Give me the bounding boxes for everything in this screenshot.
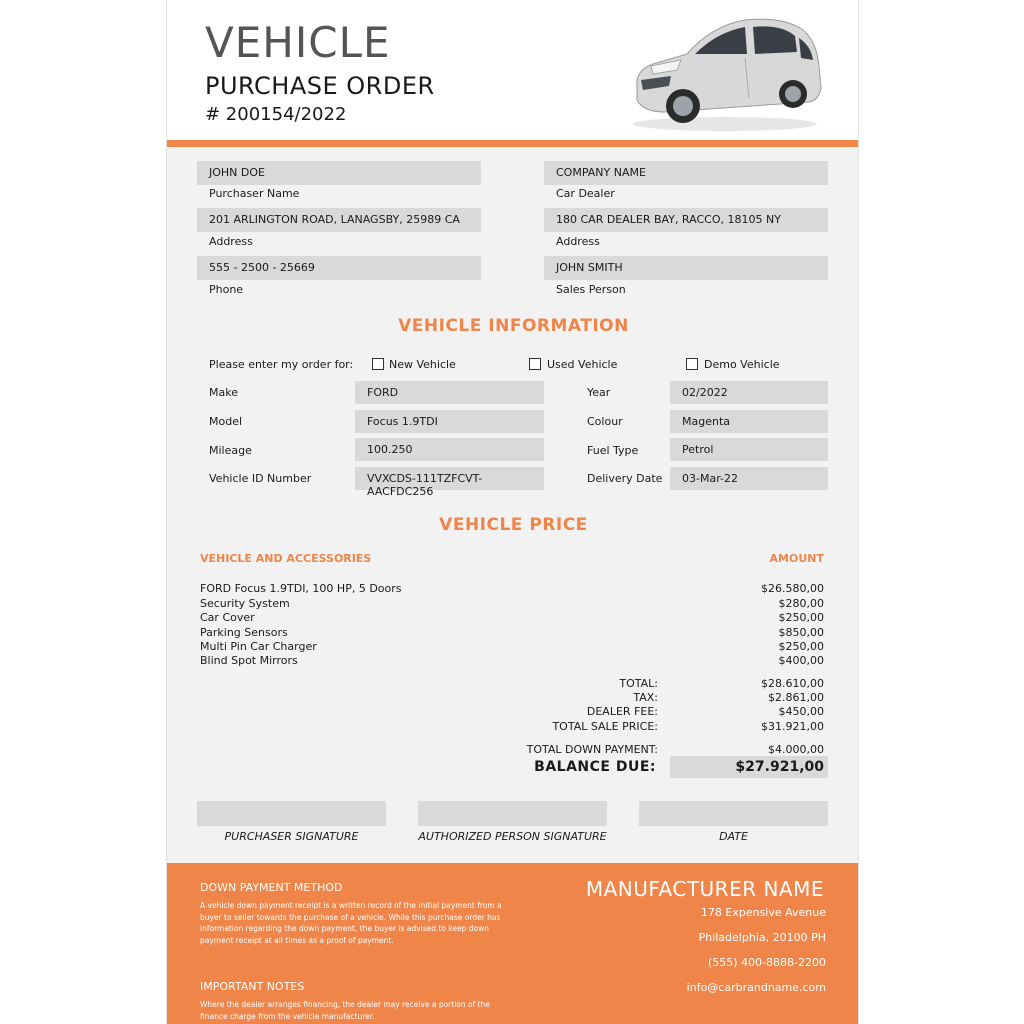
line-item-amount: $26.580,00 [761, 582, 824, 595]
manufacturer-city: Philadelphia, 20100 PH [698, 931, 826, 944]
delivery-date-label: Delivery Date [587, 472, 663, 485]
page-subtitle: PURCHASE ORDER [205, 72, 435, 100]
line-item: Multi Pin Car Charger [200, 640, 317, 653]
manufacturer-name: MANUFACTURER NAME [585, 877, 824, 901]
line-item-amount: $250,00 [778, 640, 824, 653]
colour-field[interactable]: Magenta [670, 410, 828, 433]
vin-label: Vehicle ID Number [209, 472, 312, 485]
authorized-signature-label: AUTHORIZED PERSON SIGNATURE [418, 830, 607, 843]
sales-person-label: Sales Person [556, 283, 626, 296]
date-field[interactable] [639, 801, 828, 826]
order-prompt: Please enter my order for: [209, 358, 354, 371]
manufacturer-phone: (555) 400-8888-2200 [708, 956, 826, 969]
vin-field[interactable]: VVXCDS-111TZFCVT-AACFDC256 [355, 467, 544, 490]
items-column-header: VEHICLE AND ACCESSORIES [200, 552, 372, 565]
model-label: Model [209, 415, 243, 428]
total-value: $28.610,00 [761, 677, 824, 690]
dealer-address-label: Address [556, 235, 600, 248]
used-vehicle-label: Used Vehicle [547, 358, 618, 371]
make-label: Make [209, 386, 238, 399]
purchase-order-page [166, 0, 859, 1024]
line-item-amount: $280,00 [778, 597, 824, 610]
vehicle-info-title: VEHICLE INFORMATION [398, 316, 629, 336]
line-item: FORD Focus 1.9TDI, 100 HP, 5 Doors [200, 582, 402, 595]
line-item: Blind Spot Mirrors [200, 654, 298, 667]
important-notes-text: Where the dealer arranges financing, the dealer may receive a portion of the finance charge from the vehicle manufacturer. [200, 1000, 490, 1021]
manufacturer-email[interactable]: info@carbrandname.com [686, 981, 826, 994]
authorized-signature-field[interactable] [418, 801, 607, 826]
line-item: Parking Sensors [200, 626, 288, 639]
mileage-label: Mileage [209, 444, 252, 457]
header [167, 0, 859, 140]
balance-due-label: BALANCE DUE: [534, 759, 656, 775]
model-field[interactable]: Focus 1.9TDI [355, 410, 544, 433]
line-item: Security System [200, 597, 290, 610]
fuel-type-field[interactable]: Petrol [670, 438, 828, 461]
delivery-date-field[interactable]: 03-Mar-22 [670, 467, 828, 490]
tax-value: $2.861,00 [768, 691, 824, 704]
fuel-type-label: Fuel Type [587, 444, 639, 457]
new-vehicle-checkbox[interactable] [372, 358, 384, 370]
used-vehicle-checkbox[interactable] [529, 358, 541, 370]
total-label: TOTAL: [619, 677, 658, 690]
dealer-fee-label: DEALER FEE: [586, 705, 658, 718]
date-label: DATE [719, 830, 748, 843]
line-item: Car Cover [200, 611, 255, 624]
balance-due-value: $27.921,00 [670, 756, 828, 778]
purchaser-signature-label: PURCHASER SIGNATURE [224, 830, 359, 843]
make-field[interactable]: FORD [355, 381, 544, 404]
page-title: VEHICLE [205, 18, 391, 67]
down-payment-label: TOTAL DOWN PAYMENT: [526, 743, 658, 756]
total-sale-value: $31.921,00 [761, 720, 824, 733]
purchaser-address-label: Address [209, 235, 253, 248]
year-field[interactable]: 02/2022 [670, 381, 828, 404]
mileage-field[interactable]: 100.250 [355, 438, 544, 461]
dealer-address-field[interactable]: 180 CAR DEALER BAY, RACCO, 18105 NY [544, 208, 828, 232]
new-vehicle-label: New Vehicle [389, 358, 456, 371]
footer [167, 863, 859, 1024]
down-payment-method-heading: DOWN PAYMENT METHOD [200, 881, 343, 894]
purchaser-name-label: Purchaser Name [209, 187, 300, 200]
colour-label: Colour [587, 415, 623, 428]
amount-column-header: AMOUNT [769, 552, 824, 565]
line-item-amount: $250,00 [778, 611, 824, 624]
order-number: # 200154/2022 [205, 104, 347, 125]
car-image [625, 8, 825, 134]
dealer-company-label: Car Dealer [556, 187, 615, 200]
year-label: Year [587, 386, 611, 399]
demo-vehicle-label: Demo Vehicle [704, 358, 780, 371]
tax-label: TAX: [633, 691, 658, 704]
important-notes-heading: IMPORTANT NOTES [200, 980, 305, 993]
down-payment-value: $4.000,00 [768, 743, 824, 756]
down-payment-method-text: A vehicle down payment receipt is a written record of the initial payment from a buyer to seller towards the purchase of a vehicle. While this purchase order has information regarding the down payment, the buyer is advised to keep down payment receipt at all times as a proof of payment. [200, 901, 502, 945]
purchaser-phone-field[interactable]: 555 - 2500 - 25669 [197, 256, 481, 280]
purchaser-phone-label: Phone [209, 283, 244, 296]
header-divider [167, 140, 859, 147]
line-item-amount: $400,00 [778, 654, 824, 667]
manufacturer-street: 178 Expensive Avenue [700, 906, 826, 919]
demo-vehicle-checkbox[interactable] [686, 358, 698, 370]
vehicle-price-title: VEHICLE PRICE [439, 515, 588, 535]
dealer-fee-value: $450,00 [778, 705, 824, 718]
purchaser-address-field[interactable]: 201 ARLINGTON ROAD, LANAGSBY, 25989 CA [197, 208, 481, 232]
sales-person-field[interactable]: JOHN SMITH [544, 256, 828, 280]
line-item-amount: $850,00 [778, 626, 824, 639]
purchaser-signature-field[interactable] [197, 801, 386, 826]
dealer-company-field[interactable]: COMPANY NAME [544, 161, 828, 185]
total-sale-label: TOTAL SALE PRICE: [552, 720, 658, 733]
purchaser-name-field[interactable]: JOHN DOE [197, 161, 481, 185]
